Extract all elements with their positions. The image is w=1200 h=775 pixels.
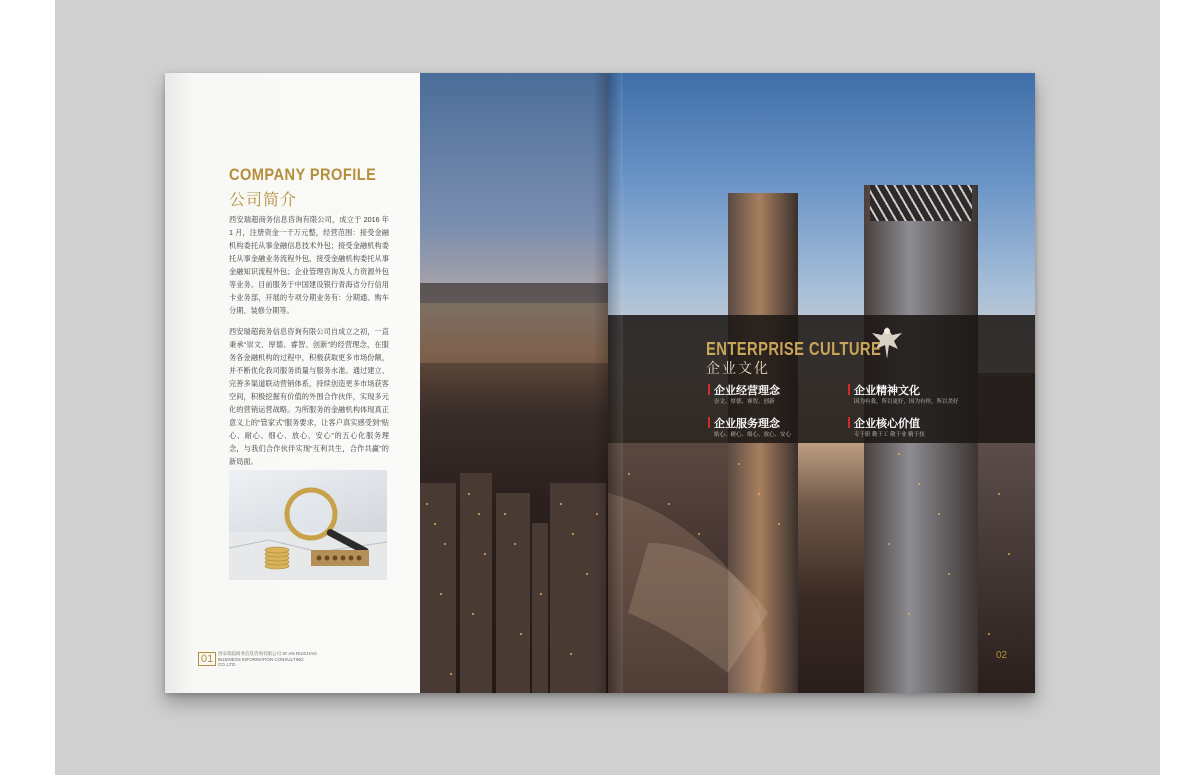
city-photo-left	[420, 73, 608, 693]
red-bar-icon	[708, 417, 710, 428]
right-page	[608, 73, 1035, 693]
profile-paragraph-1: 西安瑞超商务信息咨询有限公司，成立于 2016 年 1 月，注册资金一千万元整，经营范围：接受金融机构委托从事金融信息技术外包；接受金融机构委托从事金融业务流程外包，接受金融机构委托从事金融知识流程外包；企业管理咨询及人力资源外包等业务。目前服务于中国建设银行青海省分行信用卡业务部，开展的专项分期业务有：分期通、购车分期、装修分期等。	[229, 215, 389, 315]
enterprise-culture-title: ENTERPRISE CULTURE	[706, 339, 882, 359]
profile-paragraph-2: 西安瑞超商务信息咨询有限公司自成立之初，一直秉承“崇文、厚德、睿智、创新”的经营理念，在服务各金融机构的过程中，积极获取更多市场份额，并不断优化我司服务质量与服务水准。通过建立、完善多渠道联动营销体系，持续创造更多市场获客空间，积极挖掘有价值的外围合作伙伴，实现多元化的营销运营战略。为所服务的金融机构体现真正意义上的“管家式”服务要求，让客户真实感受到“贴心、耐心、细心、放心、安心”的五心化服务理念，与我们合作伙伴实现“互利共生，合作共赢”的新局面。	[229, 327, 389, 466]
value-heading-4: 企业核心价值	[848, 415, 920, 431]
company-profile-title: COMPANY PROFILE	[229, 165, 377, 184]
value-heading-1: 企业经营理念	[708, 382, 780, 398]
enterprise-culture-subtitle: 企业文化	[706, 360, 770, 376]
right-page-number: 02	[996, 650, 1008, 661]
value-heading-3: 企业服务理念	[708, 415, 780, 431]
left-page-footer: 西安瑞超商务信息咨询有限公司 XI' AN RUICHAO BUSINESS INFORMATION CONSULTING CO.,LTD	[218, 651, 317, 667]
book-spine	[593, 73, 623, 693]
value-desc-3: 贴心、耐心、细心、放心、安心	[714, 432, 792, 438]
magnifier-photo	[229, 470, 387, 580]
value-heading-2: 企业精神文化	[848, 382, 920, 398]
value-desc-1: 崇文、厚德、睿智、创新	[714, 399, 775, 405]
enterprise-culture-band	[608, 315, 1035, 443]
brochure-spread	[165, 73, 1035, 693]
value-desc-4: 专于职 勤于工 敬于业 精于技	[854, 432, 925, 438]
red-bar-icon	[848, 417, 850, 428]
company-profile-subtitle: 公司简介	[229, 192, 298, 209]
red-bar-icon	[848, 384, 850, 395]
left-page	[165, 73, 608, 693]
left-page-number: 01	[198, 652, 216, 666]
red-bar-icon	[708, 384, 710, 395]
value-desc-2: 因为有我，所以更好，因为有你，所以美好	[854, 399, 959, 405]
